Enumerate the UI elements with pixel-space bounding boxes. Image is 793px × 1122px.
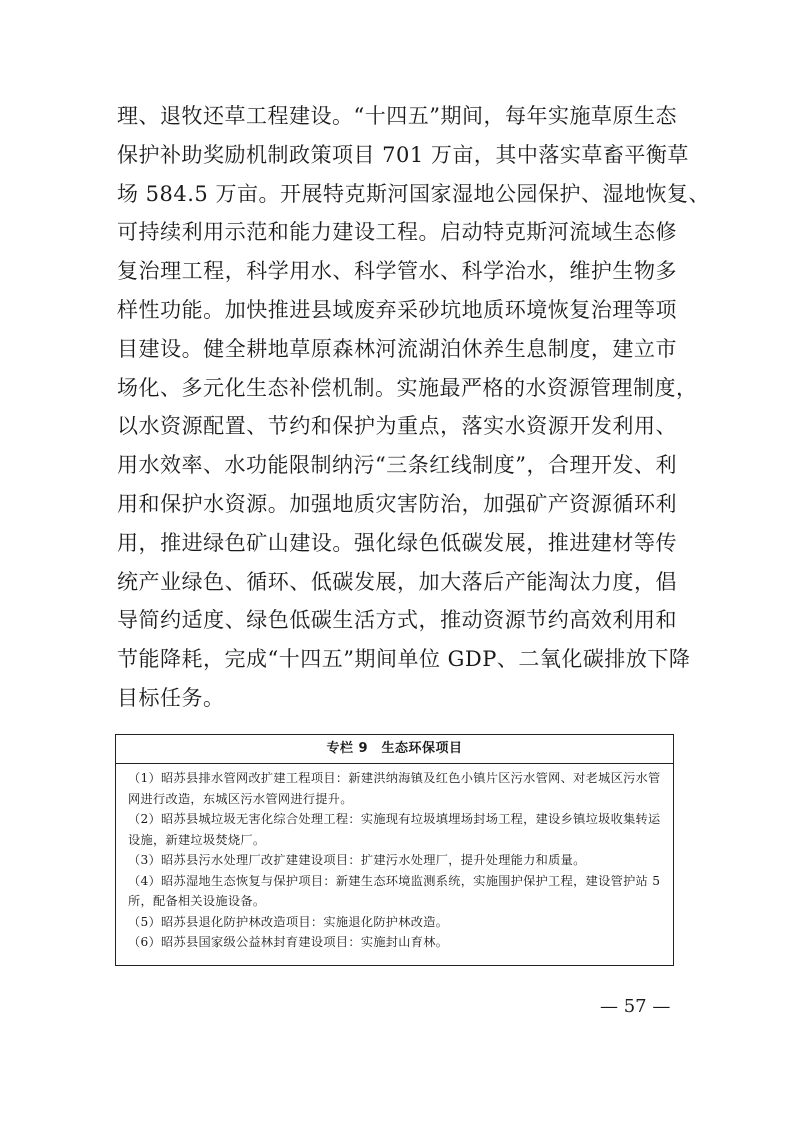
- paragraph-line: 理、退牧还草工程建设。“十四五”期间，每年实施草原生态: [117, 104, 677, 128]
- body-paragraph: [117, 97, 710, 718]
- project-list: [116, 764, 673, 953]
- paragraph-line: 用水效率、水功能限制纳污“三条红线制度”，合理开发、利: [117, 453, 677, 478]
- project-item: （5）昭苏县退化防护林改造项目：实施退化防护林改造。: [128, 914, 449, 929]
- paragraph-line: 用和保护水资源。加强地质灾害防治，加强矿产资源循环利: [117, 491, 677, 516]
- project-box-title: 专栏 9 生态环保项目: [116, 735, 673, 764]
- paragraph-line: 目建设。健全耕地草原森林河流湖泊休养生息制度，建立市: [117, 336, 677, 361]
- paragraph-line: 导简约适度、绿色低碳生活方式，推动资源节约高效利用和: [117, 608, 677, 633]
- project-item: （6）昭苏县国家级公益林封育建设项目：实施封山育林。: [128, 935, 449, 949]
- project-item: （3）昭苏县污水处理厂改扩建建设项目：扩建污水处理厂，提升处理能力和质量。: [128, 853, 586, 867]
- project-item: （2）昭苏县城垃圾无害化综合处理工程：实施现有垃圾填埋场封场工程，建设乡镇垃圾收集转运设施，新建垃圾焚烧厂。: [128, 812, 661, 847]
- paragraph-line: 样性功能。加快推进县域废弃采砂坑地质环境恢复治理等项: [117, 297, 677, 322]
- paragraph-line: 目标任务。: [117, 685, 225, 710]
- paragraph-line: 场化、多元化生态补偿机制。实施最严格的水资源管理制度，: [117, 375, 698, 400]
- project-item: （4）昭苏湿地生态恢复与保护项目：新建生态环境监测系统，实施围护保护工程，建设管护站 5 所，配备相关设施设备。: [128, 873, 661, 908]
- project-box: [115, 734, 674, 966]
- paragraph-line: 用，推进绿色矿山建设。强化绿色低碳发展，推进建材等传: [117, 530, 677, 555]
- paragraph-line: 可持续利用示范和能力建设工程。启动特克斯河流域生态修: [117, 220, 677, 245]
- paragraph-line: 统产业绿色、循环、低碳发展，加大落后产能淘汰力度，倡: [117, 569, 677, 594]
- page-number: — 57 —: [600, 996, 671, 1017]
- paragraph-line: 节能降耗，完成“十四五”期间单位 GDP、二氧化碳排放下降: [117, 647, 691, 672]
- paragraph-line: 复治理工程，科学用水、科学管水、科学治水，维护生物多: [117, 259, 677, 284]
- paragraph-line: 以水资源配置、节约和保护为重点，落实水资源开发利用、: [117, 414, 677, 439]
- paragraph-line: 场 584.5 万亩。开展特克斯河国家湿地公园保护、湿地恢复、: [117, 181, 710, 206]
- project-item: （1）昭苏县排水管网改扩建工程项目：新建洪纳海镇及红色小镇片区污水管网、对老城区污水管网进行改造，东城区污水管网进行提升。: [128, 771, 661, 806]
- paragraph-line: 保护补助奖励机制政策项目 701 万亩，其中落实草畜平衡草: [117, 142, 689, 167]
